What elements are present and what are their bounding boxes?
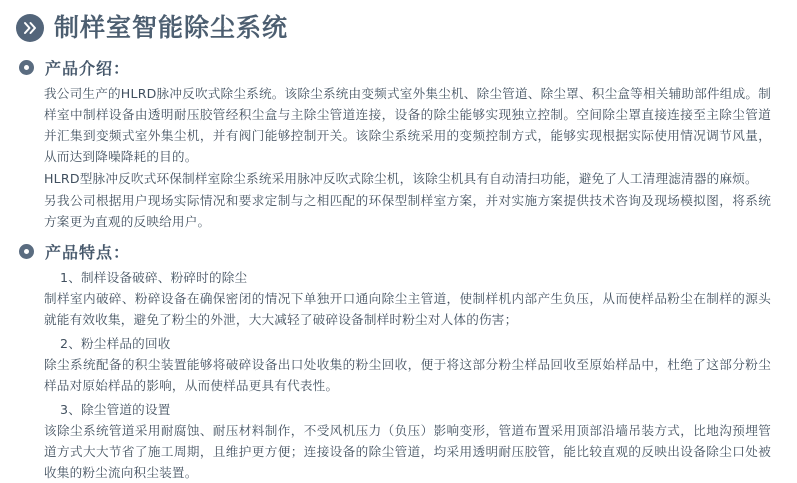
page-title-row [14, 10, 779, 48]
section-heading-row [14, 56, 779, 79]
section-title: 产品特点： [45, 243, 131, 262]
section-product-intro [14, 56, 779, 232]
paragraph: 我公司生产的HLRD脉冲反吹式除尘系统。该除尘系统由变频式室外集尘机、除尘管道、除尘罩、积尘盒等相关辅助部件组成。制样室中制样设备由透明耐压胶管经积尘盒与主除尘管道连接，设备的除尘能够实现独立控制。空间除尘罩直接连接至主除尘管道并汇集到变频式室外集尘机，并有阀门能够控制开关。该除尘系统采用的变频控制方式，能够实现根据实际使用情况调节风量，从而达到降噪降耗的目的。 [44, 86, 771, 164]
feature-text: 除尘系统配备的积尘装置能够将破碎设备出口处收集的粉尘回收，便于将这部分粉尘样品回收至原始样品中，杜绝了这部分粉尘样品对原始样品的影响，从而使样品更具有代表性。 [44, 357, 771, 393]
feature-text: 该除尘系统管道采用耐腐蚀、耐压材料制作，不受风机压力（负压）影响变形，管道布置采用顶部沿墙吊装方式，比地沟预埋管道方式大大节省了施工周期，且维护更方便；连接设备的除尘管道，均采用透明耐压胶管，能比较直观的反映出设备除尘口处被收集的粉尘流向积尘装置。 [44, 423, 771, 480]
feature-text: 制样室内破碎、粉碎设备在确保密闭的情况下单独开口通向除尘主管道，使制样机内部产生负压，从而使样品粉尘在制样的源头就能有效收集，避免了粉尘的外泄，大大减轻了破碎设备制样时粉尘对人体的伤害； [44, 291, 771, 327]
section-body [14, 83, 779, 232]
paragraph: HLRD型脉冲反吹式环保制样室除尘系统采用脉冲反吹式除尘机，该除尘机具有自动清扫功能，避免了人工清理滤清器的麻烦。 [44, 171, 758, 186]
feature-heading: 3、除尘管道的设置 [60, 402, 171, 417]
feature-heading: 1、制样设备破碎、粉碎时的除尘 [60, 270, 248, 285]
section-heading-row [14, 240, 779, 263]
bullet-dot-icon [16, 241, 37, 262]
section-product-features [14, 240, 779, 483]
feature-heading: 2、粉尘样品的回收 [60, 336, 171, 351]
section-title: 产品介绍： [45, 59, 131, 78]
bullet-dot-icon [16, 57, 37, 78]
paragraph: 另我公司根据用户现场实际情况和要求定制与之相匹配的环保型制样室方案，并对实施方案提供技术咨询及现场模拟图，将系统方案更为直观的反映给用户。 [44, 193, 771, 229]
page-title: 制样室智能除尘系统 [54, 13, 289, 43]
section-body [14, 267, 779, 483]
double-chevron-right-icon [16, 14, 44, 42]
